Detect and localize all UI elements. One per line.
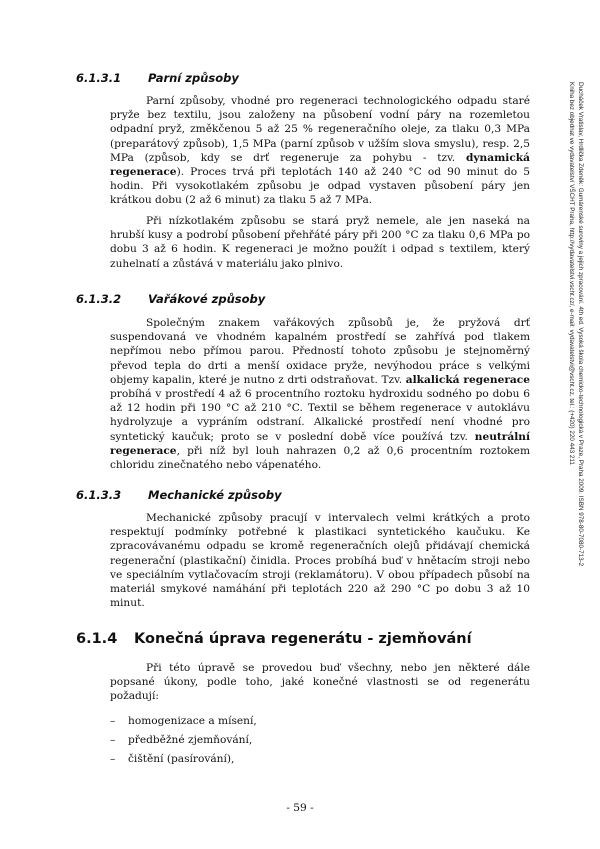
section-heading-6-1-4: [76, 631, 472, 647]
list-item: [110, 750, 257, 769]
paragraph-varakove-1: [110, 316, 530, 472]
list-item-text: předběžné zjemňování,: [128, 734, 253, 746]
list-dash: –: [110, 753, 116, 765]
text-run: Parní způsoby, vhodné pro regeneraci technologického odpadu staré pryže bez textilu, jsou založeny na působení vodní páry na rozemletou odpadní pryž, změkčenou 5 až 25 % regeneračního oleje, za tlaku 0,3 MPa (preparátový způsob), 1,5 MPa (parní způsob v užším slova smyslu), resp. 2,5 MPa (způsob, kdy se drť regeneruje za pohybu - tzv.: [110, 95, 530, 164]
text-run: ). Proces trvá při teplotách 140 až 240 °C od 90 minut do 5 hodin. Při vysokotlakém způsobu je odpad vystaven působení páry jen krátkou dobu (2 až 6 minut) za tlaku 5 až 7 MPa.: [110, 166, 530, 207]
section-title: Mechanické způsoby: [148, 488, 282, 502]
text-run: , při níž byl louh nahrazen 0,2 až 0,6 procentním roztokem chloridu zinečnatého nebo vápenatého.: [110, 444, 530, 472]
section-title: Vařákové způsoby: [148, 292, 266, 306]
paragraph-mechanicke-1: Mechanické způsoby pracují v intervalech velmi krátkých a proto respektují podmínky potřebné k plastikaci syntetického kaučuku. Ke zpracovávanému odpadu se kromě regeneračních olejů přidávají chemická regenerační (plastikační) činidla. Proces probíhá buď v hnětacím stroji nebo ve speciálním vytlačovacím stroji (reklamátoru). V obou případech působí na materiál smykové namáhání při teplotách 220 až 290 °C po dobu 3 až 10 minut.: [110, 512, 530, 610]
section-number: 6.1.4: [76, 631, 118, 647]
bold-term: dynamická regenerace: [110, 151, 530, 179]
list-item: [110, 731, 257, 750]
bold-term: alkalická regenerace: [405, 373, 530, 386]
side-citation: [544, 82, 584, 612]
text-run: probíhá v prostředí 4 až 6 procentního roztoku hydroxidu sodného po dobu 6 až 12 hodin při 190 °C až 210 °C. Textil se během regenerace v autoklávu hydrolyzuje a vypráním odstraní. Alkalické prostředí není vhodné pro syntetický kaučuk; proto se v poslední době více používá tzv.: [110, 388, 530, 443]
paragraph-parni-2: Při nízkotlakém způsobu se stará pryž nemele, ale jen naseká na hrubší kusy a podrobí působení přehřáté páry při 200 °C za tlaku 0,6 MPa po dobu 3 až 6 hodin. K regeneraci je možno použít i odpad s textilem, který zuhelnatí a zůstává v materiálu jako plnivo.: [110, 215, 530, 270]
page-number: - 59 -: [286, 802, 314, 814]
paragraph-parni-1: [110, 94, 530, 208]
paragraph-konecna-1: Při této úpravě se provedou buď všechny, nebo jen některé dále popsané úkony, podle toho, jaké konečné vlastnosti se od regenerátu požadují:: [110, 662, 530, 703]
side-citation-text: [567, 82, 584, 612]
section-number: 6.1.3.1: [76, 71, 122, 85]
section-heading-6-1-3-2: [76, 292, 265, 306]
section-number: 6.1.3.3: [76, 488, 122, 502]
list-item-text: čištění (pasírování),: [128, 753, 235, 765]
citation-line: Kniha bez objednat ve vydavatelství VŠCHT Praha, http://vydavatelstvi.vscht.cz/, e-mail: vydavatelstvi@vscht.cz, tel.: (+420) 220 443 211: [568, 82, 576, 465]
list-item-text: homogenizace a mísení,: [128, 715, 257, 727]
list-dash: –: [110, 715, 116, 727]
citation-line: Ducháček Vratislav, Hrdlička Zdeněk: Gumárenské suroviny a jejich zpracování. 4th ed. Vysoká škola chemicko-technologická v Praze, Praha 2009. ISBN 978-80-7080-713-2: [577, 82, 584, 567]
section-heading-6-1-3-1: [76, 71, 239, 85]
bold-term: neutrální regenerace: [110, 430, 530, 457]
section-title: Parní způsoby: [148, 71, 239, 85]
list-item: [110, 712, 257, 731]
list-dash: –: [110, 734, 116, 746]
section-heading-6-1-3-3: [76, 488, 282, 502]
section-number: 6.1.3.2: [76, 292, 122, 306]
text-run: Společným znakem vařákových způsobů je, že pryžová drť suspendovaná ve vhodném kapalném prostředí se zahřívá pod tlakem nepřímou nebo přímou parou. Předností tohoto způsobu je stejnoměrný převod tepla do drti a menší oxidace pryže, nevýhodou práce s velkými objemy kapalin, které je nutno z drti odstraňovat. Tzv.: [110, 317, 530, 386]
steps-list: [110, 712, 257, 769]
section-title: Konečná úprava regenerátu - zjemňování: [134, 631, 472, 647]
